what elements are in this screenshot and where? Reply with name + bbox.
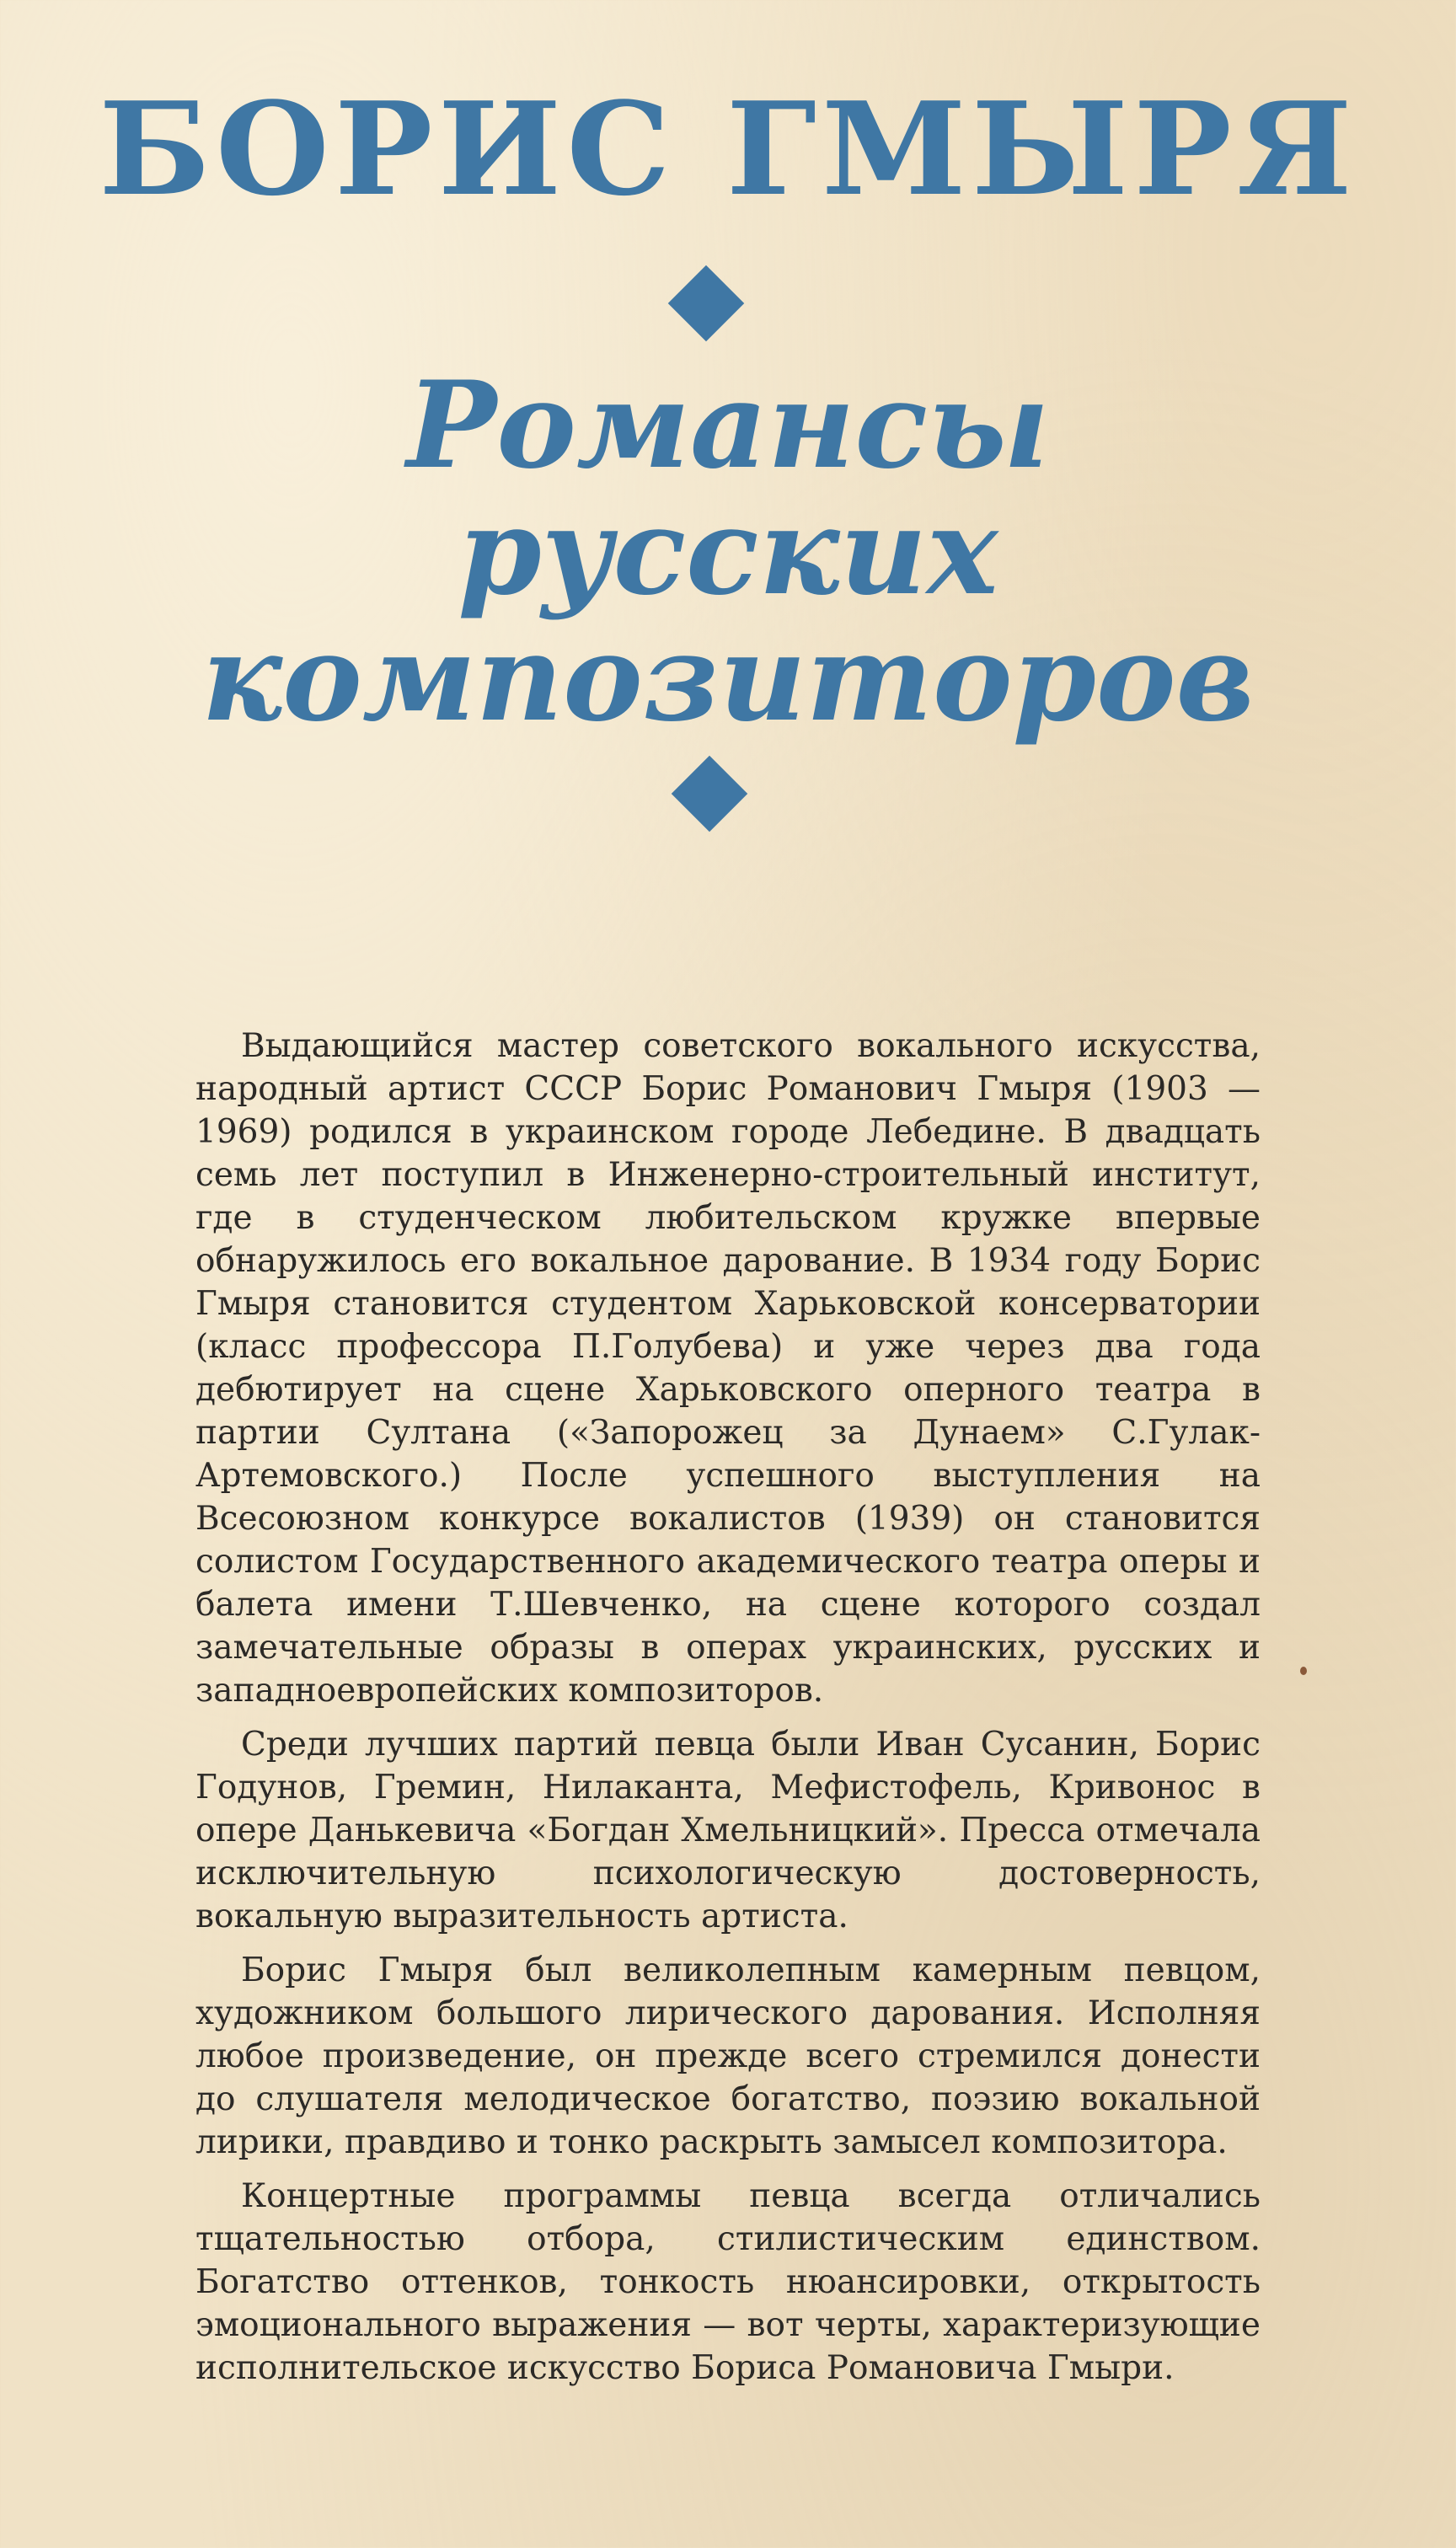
album-title-line-3: композиторов	[201, 608, 1255, 748]
biography-paragraph: Борис Гмыря был великолепным камерным певцом, художником большого лирического дарования. Исполняя любое произведение, он прежде всего стремился донести до слушателя мелодическое богатство, поэзию вокальной лирики, правдиво и тонко раскрыть замысел композитора.	[195, 1951, 1261, 2161]
album-title-line-2: русских	[458, 482, 998, 622]
paper-speck	[1300, 1667, 1307, 1675]
biography-paragraph: Среди лучших партий певца были Иван Сусанин, Борис Годунов, Гремин, Нилаканта, Мефистофель, Кривонос в опере Данькевича «Богдан Хмельницкий». Пресса отмечала исключительную психологическую достоверность, вокальную выразительность артиста.	[195, 1726, 1261, 1935]
biography-paragraph: Концертные программы певца всегда отличались тщательностью отбора, стилистическим единством. Богатство оттенков, тонкость нюансировки, открытость эмоционального выражения — вот черты, характеризующие исполнительское искусство Бориса Романовича Гмыри.	[195, 2177, 1261, 2387]
diamond-ornament-icon	[668, 265, 745, 342]
diamond-ornament-icon	[672, 756, 748, 832]
album-title-line-1: Романсы	[406, 356, 1050, 495]
album-title	[0, 356, 1456, 748]
biography-text	[195, 1025, 1261, 2401]
author-name: БОРИС ГМЫРЯ	[99, 73, 1357, 224]
biography-paragraph: Выдающийся мастер советского вокального искусства, народный артист СССР Борис Романович Гмыря (1903 — 1969) родился в украинском городе Лебедине. В двадцать семь лет поступил в Инженерно-строительный институт, где в студенческом любительском кружке впервые обнаружилось его вокальное дарование. В 1934 году Борис Гмыря становится студентом Харьковской консерватории (класс профессора П.Голубева) и уже через два года дебютирует на сцене Харьковского оперного театра в партии Султана («Запорожец за Дунаем» С.Гулак-Артемовского.) После успешного выступления на Всесоюзном конкурсе вокалистов (1939) он становится солистом Государственного академического театра оперы и балета имени Т.Шевченко, на сцене которого создал замечательные образы в операх украинских, русских и западноевропейских композиторов.	[195, 1027, 1261, 1710]
